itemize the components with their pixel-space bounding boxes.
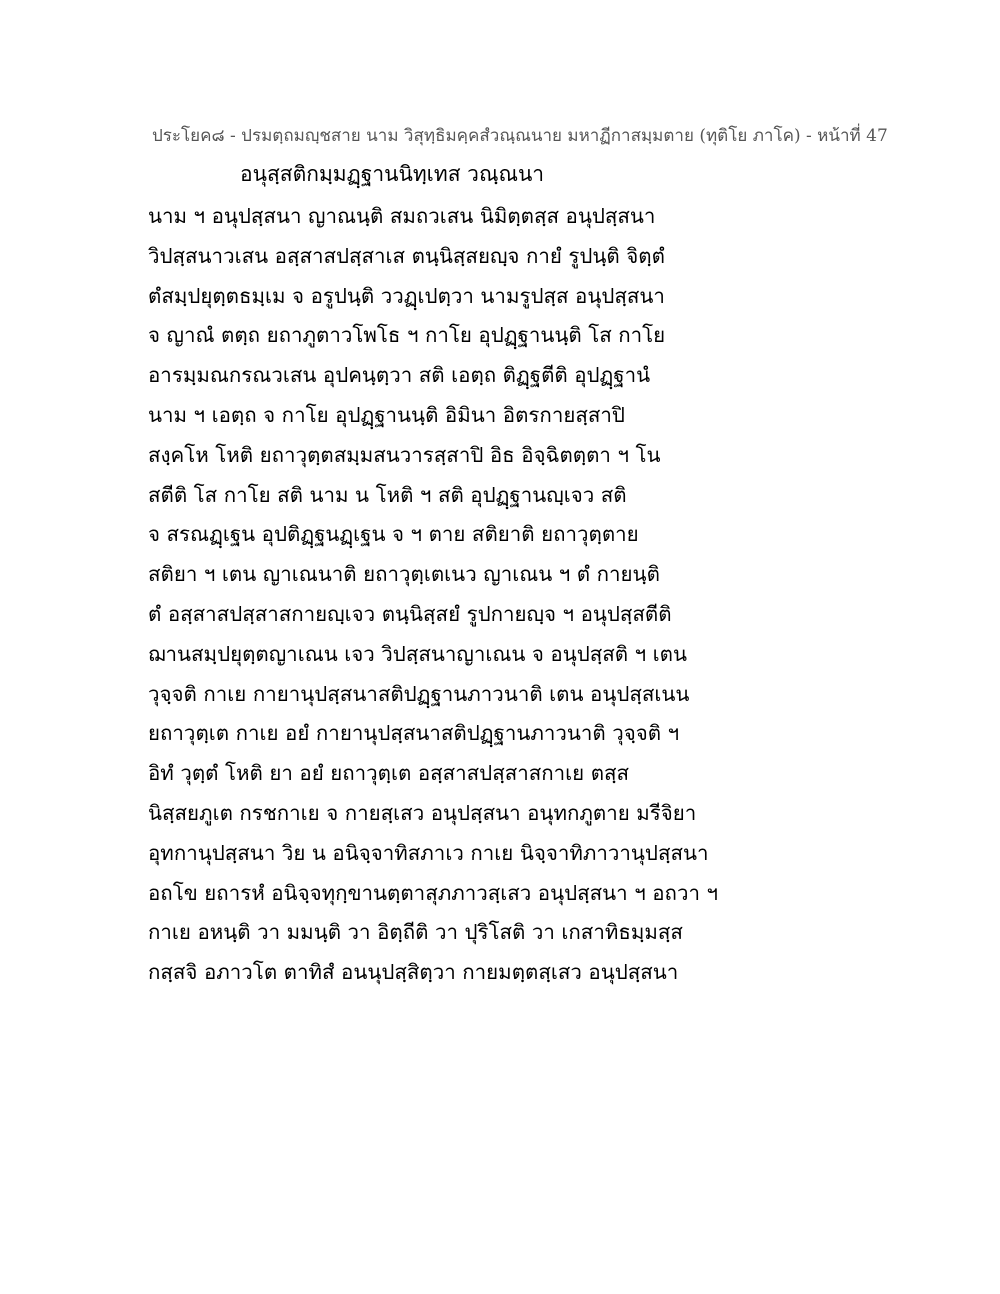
- text-line: นาม ฯ เอตฺถ จ กาโย อุปฏฺฐานนฺติ อิมินา อิตรกายสฺสาปิ: [148, 402, 625, 427]
- text-line: สติยา ฯ เตน ญาเณนาติ ยถาวุตฺเตเนว ญาเณน ฯ ตํ กายนฺติ: [148, 562, 660, 587]
- text-line: ตํ อสฺสาสปสฺสาสกายญฺเจว ตนฺนิสฺสยํ รูปกายญฺจ ฯ อนุปสฺสตีติ: [148, 601, 672, 626]
- text-line: ยถาวุตฺเต กาเย อยํ กายานุปสฺสนาสติปฏฺฐานภาวนาติ วุจฺจติ ฯ: [148, 721, 680, 746]
- running-header: ประโยค๘ - ปรมตฺถมญฺชสาย นาม วิสุทฺธิมคฺคสํวณฺณนาย มหาฏีกาสมฺมตาย (ทุติโย ภาโค) - หน้าที่ 47: [152, 126, 888, 146]
- text-line: นิสฺสยภูเต กรชกาเย จ กายสฺเสว อนุปสฺสนา อนุทกภูตาย มรีจิยา: [148, 800, 697, 825]
- text-line: ฌานสมฺปยุตฺตญาเณน เจว วิปสฺสนาญาเณน จ อนุปสฺสติ ฯ เตน: [148, 641, 687, 666]
- text-line: จ ญาณํ ตตฺถ ยถาภูตาวโพโธ ฯ กาโย อุปฏฺฐานนฺติ โส กาโย: [148, 323, 666, 348]
- text-line: อุทกานุปสฺสนา วิย น อนิจฺจาทิสภาเว กาเย นิจฺจาทิภาวานุปสฺสนา: [148, 840, 709, 865]
- text-line: อถโข ยถารหํ อนิจฺจทุกฺขานตฺตาสุภภาวสฺเสว อนุปสฺสนา ฯ อถวา ฯ: [148, 880, 719, 905]
- text-line: นาม ฯ อนุปสฺสนา ญาณนฺติ สมถวเสน นิมิตฺตสฺส อนุปสฺสนา: [148, 204, 656, 228]
- text-line: สงฺคโห โหติ ยถาวุตฺตสมฺมสนวารสฺสาปิ อิธ อิจฺฉิตตฺตา ฯ โน: [148, 442, 661, 467]
- text-line: อารมฺมณกรณวเสน อุปคนฺตฺวา สติ เอตฺถ ติฏฺฐตีติ อุปฏฺฐานํ: [148, 363, 651, 388]
- text-line: กสฺสจิ อภาวโต ตาทิสํ อนนุปสฺสิตฺวา กายมตฺตสฺเสว อนุปสฺสนา: [148, 960, 679, 985]
- section-title: อนุสฺสติกมฺมฏฺฐานนิทฺเทส วณฺณนา: [240, 162, 545, 186]
- text-line: สตีติ โส กาโย สติ นาม น โหติ ฯ สติ อุปฏฺฐานญฺเจว สติ: [148, 482, 627, 507]
- text-line: ตํสมฺปยุตฺตธมฺเม จ อรูปนฺติ ววฏฺเปตฺวา นามรูปสฺส อนุปสฺสนา: [148, 283, 665, 308]
- text-line: อิทํ วุตฺตํ โหติ ยา อยํ ยถาวุตฺเต อสฺสาสปสฺสาสกาเย ตสฺส: [148, 761, 630, 786]
- text-line: กาเย อหนฺติ วา มมนฺติ วา อิตฺถีติ วา ปุริโสติ วา เกสาทิธมฺมสฺส: [148, 920, 683, 945]
- text-line: วุจฺจติ กาเย กายานุปสฺสนาสติปฏฺฐานภาวนาติ เตน อนุปสฺสเนน: [148, 681, 690, 706]
- text-line: วิปสฺสนาวเสน อสฺสาสปสฺสาเส ตนฺนิสฺสยญฺจ กายํ รูปนฺติ จิตฺตํ: [148, 243, 665, 268]
- text-line: จ สรณฏฺเฐน อุปติฏฺฐนฏฺเฐน จ ฯ ตาย สติยาติ ยถาวุตฺตาย: [148, 522, 639, 547]
- body-text: [148, 202, 719, 998]
